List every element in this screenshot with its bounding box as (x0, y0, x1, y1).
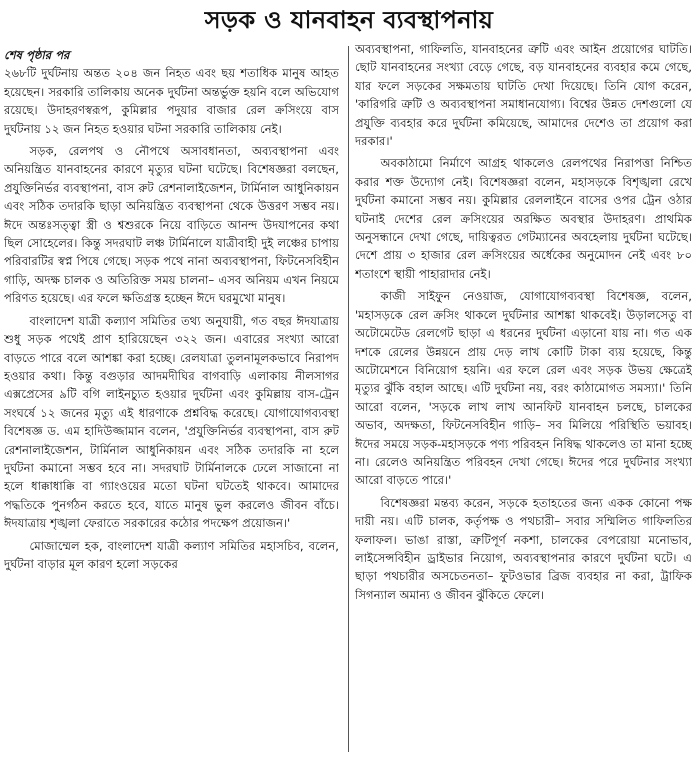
paragraph: বিশেষজ্ঞরা মন্তব্য করেন, সড়কে হতাহতের জন্য একক কোনো পক্ষ দায়ী নয়। এটি চালক, কর্তৃপক্ষ ও পথচারী– সবার সম্মিলিত গাফিলতির ফলাফল। ভাঙা রাস্তা, ত্রুটিপূর্ণ নকশা, চালকের বেপরোয়া মনোভাব, লাইসেন্সবিহীন ড্রাইভার নিয়োগ, অব্যবস্থাপনার কারণে দুর্ঘটনা ঘটে। এ ছাড়া পথচারীর অসচেতনতা– ফুটওভার ব্রিজ ব্যবহার না করা, ট্রাফিক সিগন্যাল অমান্য ও জীবন ঝুঁকিতে ফেলে। (355, 495, 692, 602)
right-column (355, 40, 692, 758)
continued-from-label: শেষ পৃষ্ঠার পর (4, 48, 70, 62)
left-column (4, 46, 339, 758)
paragraph: অব্যবস্থাপনা, গাফিলতি, যানবাহনের ত্রুটি এবং আইন প্রয়োগের ঘাটতি। ছোট যানবাহনের সংখ্যা বেড়ে গেছে, বড় যানবাহনের ব্যবহার কমে গেছে, যার ফলে সড়কের সক্ষমতায় ঘাটতি দেখা দিয়েছে। তিনি যোগ করেন, 'কারিগরি ত্রুটি ও অব্যবস্থাপনা সমাধানযোগ্য। বিশ্বের উন্নত দেশগুলো যে প্রযুক্তি ব্যবহার করে দুর্ঘটনা কমিয়েছে, আমাদের দেশেও তা প্রয়োগ করা দরকার।' (355, 42, 692, 149)
column-divider (348, 46, 349, 752)
paragraph: অবকাঠামো নির্মাণে আগ্রহ থাকলেও রেলপথের নিরাপত্তা নিশ্চিত করার শক্ত উদ্যোগ নেই। বিশেষজ্ঞরা বলেন, মহাসড়কে বিশৃঙ্খলা রেখে দুর্ঘটনা কমানো সম্ভব নয়। কুমিল্লার রেললাইনে বাসের ওপর ট্রেন ওঠার ঘটনাই দেশের রেল ক্রসিংয়ের অরক্ষিত অবস্থার উদাহরণ। প্রাথমিক অনুসন্ধানে দেখা গেছে, দায়িত্বরত গেটম্যানের অবহেলায় দুর্ঘটনা ঘটেছে। দেশে প্রায় ৩ হাজার রেল ক্রসিংয়ের অর্ধেকের অনুমোদন নেই এবং ৮০ শতাংশে স্থায়ী পাহারাদার নেই। (355, 156, 692, 281)
paragraph: সড়ক, রেলপথ ও নৌপথে অসাবধানতা, অব্যবস্থাপনা এবং অনিয়ন্ত্রিত যানবাহনের কারণে মৃত্যুর ঘটনা ঘটেছে। বিশেষজ্ঞরা বলছেন, প্রযুক্তিনির্ভর ব্যবস্থাপনা, বাস রুট রেশনালাইজেশন, টার্মিনাল আধুনিকায়ন এবং সঠিক তদারকি ছাড়া অনিয়ন্ত্রিত ব্যবস্থাপনা থেকে উত্তরণ সম্ভব নয়। ঈদে অন্তঃসত্ত্বা স্ত্রী ও শ্বশুরকে নিয়ে বাড়িতে আনন্দ উদযাপনের কথা ছিল সোহেলের। কিন্তু সদরঘাট লঞ্চ টার্মিনালে যাত্রীবাহী দুই লঞ্চের চাপায় পরিবারটির স্বপ্ন পিষে গেছে। সড়ক পথে নানা অব্যবস্থাপনা, ফিটনেসবিহীন গাড়ি, অদক্ষ চালক ও অতিরিক্ত সময় চালনা– এসব অনিয়ম এখন নিয়মে পরিণত হয়েছে। এর ফলে ক্ষতিগ্রস্ত হচ্ছেন ঈদে ঘরমুখো মানুষ। (4, 144, 339, 306)
paragraph: কাজী সাইফুন নেওয়াজ, যোগাযোগব্যবস্থা বিশেষজ্ঞ, বলেন, 'মহাসড়কে রেল ক্রসিং থাকলে দুর্ঘটনার আশঙ্কা থাকবেই। উড়ালসেতু বা অটোমেটেড রেলগেট ছাড়া এ ধরনের দুর্ঘটনা এড়ানো যায় না। গত এক দশকে রেলের উন্নয়নে প্রায় দেড় লাখ কোটি টাকা ব্যয় হয়েছে, কিন্তু অটোমেশনে বিনিয়োগ হয়নি। এর ফলে রেল এবং সড়ক উভয় ক্ষেত্রেই মৃত্যুর ঝুঁকি বহাল আছে। এটি দুর্ঘটনা নয়, বরং কাঠামোগত সমস্যা।' তিনি আরো বলেন, 'সড়কে লাখ লাখ আনফিট যানবাহন চলছে, চালকের অভাব, অদক্ষতা, ফিটনেসবিহীন গাড়ি– সব মিলিয়ে পরিস্থিতি ভয়াবহ। ঈদের সময়ে সড়ক-মহাসড়কে পণ্য পরিবহন নিষিদ্ধ থাকলেও তা মানা হচ্ছে না। রেলেও অনিয়ন্ত্রিত পরিবহন দেখা গেছে। ঈদের পরে দুর্ঘটনার সংখ্যা আরো বাড়তে পারে।' (355, 289, 692, 488)
paragraph: ২৬৮টি দুর্ঘটনায় অন্তত ২০৪ জন নিহত এবং ছয় শতাধিক মানুষ আহত হয়েছেন। সরকারি তালিকায় অনেক দুর্ঘটনা অন্তর্ভুক্ত হয়নি বলে অভিযোগ রয়েছে। উদাহরণস্বরূপ, কুমিল্লার পদুয়ার বাজার রেল ক্রসিংয়ে বাস দুর্ঘটনায় ১২ জন নিহত হওয়ার ঘটনা সরকারি তালিকায় নেই। (4, 66, 339, 136)
paragraph: মোজাম্মেল হক, বাংলাদেশ যাত্রী কল্যাণ সমিতির মহাসচিব, বলেন, দুর্ঘটনা বাড়ার মূল কারণ হলো সড়কের (4, 538, 339, 571)
paragraph: বাংলাদেশ যাত্রী কল্যাণ সমিতির তথ্য অনুযায়ী, গত বছর ঈদযাত্রায় শুধু সড়ক পথেই প্রাণ হারিয়েছেন ৩২২ জন। এবারের সংখ্যা আরো বাড়তে পারে বলে আশঙ্কা করা হচ্ছে। রেলযাত্রা তুলনামূলকভাবে নিরাপদ হওয়ার কথা। কিন্তু বগুড়ার আদমদীঘির বাগবাড়ি এলাকায় নীলসাগর এক্সপ্রেসের ৯টি বগি লাইনচ্যুত হওয়ার দুর্ঘটনা এবং কুমিল্লায় বাস-ট্রেন সংঘর্ষে ১২ জনের মৃত্যু এই ধারণাকে প্রশ্নবিদ্ধ করেছে। যোগাযোগব্যবস্থা বিশেষজ্ঞ ড. এম হাদিউজ্জামান বলেন, 'প্রযুক্তিনির্ভর ব্যবস্থাপনা, বাস রুট রেশনালাইজেশন, টার্মিনাল আধুনিকায়ন এবং সঠিক তদারকি না হলে দুর্ঘটনা কমানো সম্ভব হবে না। সদরঘাট টার্মিনালকে ঢেলে সাজানো না হলে ধাক্কাধাক্কি বা গ্যাংওয়ের মতো ঘটনা ঘটতেই থাকবে। আমাদের পদ্ধতিকে পুনর্গঠন করতে হবে, যাতে মানুষ ভুল করলেও জীবন বাঁচে। ঈদযাত্রায় শৃঙ্খলা ফেরাতে সরকারের কঠোর পদক্ষেপ প্রয়োজন।' (4, 313, 339, 531)
headline: সড়ক ও যানবাহন ব্যবস্থাপনায় (204, 6, 494, 34)
